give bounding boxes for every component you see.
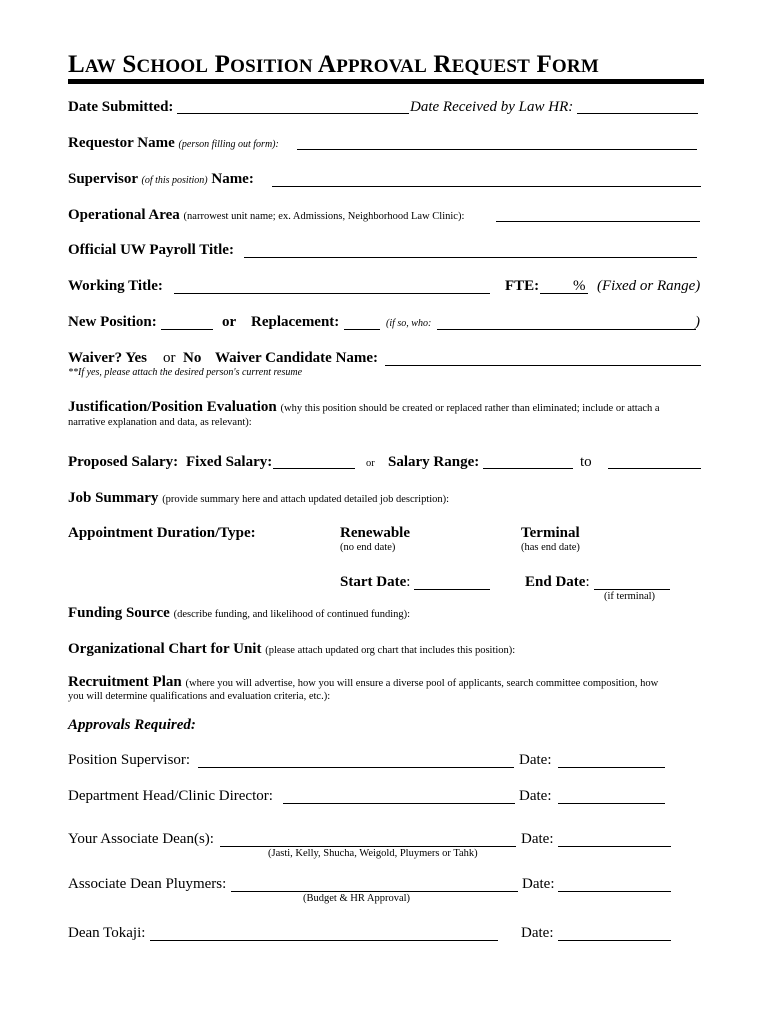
assoc-deans-note: (Jasti, Kelly, Shucha, Weigold, Pluymers or Tahk): [268, 848, 478, 859]
start-date-field[interactable]: [414, 589, 490, 590]
proposed-salary-label: Proposed Salary:: [68, 454, 179, 470]
funding-source-label: Funding Source (describe funding, and likelihood of continued funding):: [68, 605, 411, 621]
recruitment-note: you will determine qualifications and evaluation criteria, etc.):: [68, 691, 331, 702]
waiver-candidate-field[interactable]: [385, 365, 701, 366]
assoc-pluymers-note: (Budget & HR Approval): [303, 893, 411, 904]
terminal-note: (has end date): [521, 542, 580, 553]
date-submitted-field[interactable]: [177, 113, 409, 114]
assoc-pluymers-label: Associate Dean Pluymers:: [68, 876, 227, 892]
dean-signature[interactable]: [150, 940, 498, 941]
date-received-field[interactable]: [577, 113, 698, 114]
assoc-deans-signature[interactable]: [220, 846, 516, 847]
end-date-label: End Date:: [525, 574, 590, 590]
waiver-or: or: [163, 350, 176, 366]
payroll-title-field[interactable]: [244, 257, 697, 258]
assoc-pluymers-date-label: Date:: [522, 876, 555, 892]
start-date-label: Start Date:: [340, 574, 411, 590]
salary-range-label: Salary Range:: [388, 454, 480, 470]
position-supervisor-signature[interactable]: [198, 767, 514, 768]
dean-date-field[interactable]: [558, 940, 671, 941]
operational-area-field[interactable]: [496, 221, 700, 222]
assoc-pluymers-signature[interactable]: [231, 891, 518, 892]
date-submitted-label: Date Submitted:: [68, 99, 174, 115]
terminal-option[interactable]: Terminal: [521, 525, 580, 541]
dept-head-date-field[interactable]: [558, 803, 665, 804]
end-date-note: (if terminal): [604, 591, 656, 602]
replacement-close: ): [695, 314, 700, 330]
fte-percent: %: [573, 278, 586, 294]
end-date-field[interactable]: [594, 589, 670, 590]
justification-label: Justification/Position Evaluation (why this position should be created or replaced rather than eliminated; include or attach a: [68, 399, 660, 415]
position-supervisor-date-field[interactable]: [558, 767, 665, 768]
payroll-title-label: Official UW Payroll Title:: [68, 242, 234, 258]
assoc-deans-date-field[interactable]: [558, 846, 671, 847]
position-supervisor-label: Position Supervisor:: [68, 752, 191, 768]
dept-head-label: Department Head/Clinic Director:: [68, 788, 273, 804]
salary-range-max-field[interactable]: [608, 468, 701, 469]
assoc-deans-label: Your Associate Dean(s):: [68, 831, 214, 847]
appointment-label: Appointment Duration/Type:: [68, 525, 256, 541]
supervisor-name-label: Supervisor (of this position) Name:: [68, 171, 254, 187]
fixed-salary-label: Fixed Salary:: [186, 454, 273, 470]
salary-range-min-field[interactable]: [483, 468, 573, 469]
dept-head-date-label: Date:: [519, 788, 552, 804]
waiver-note: **If yes, please attach the desired person's current resume: [68, 367, 303, 378]
new-position-label: New Position:: [68, 314, 157, 330]
org-chart-label: Organizational Chart for Unit (please attach updated org chart that includes this position):: [68, 641, 516, 657]
assoc-pluymers-date-field[interactable]: [558, 891, 671, 892]
dean-label: Dean Tokaji:: [68, 925, 146, 941]
waiver-yes-label[interactable]: Waiver? Yes: [68, 350, 148, 366]
form-title: LAW SCHOOL POSITION APPROVAL REQUEST FORM: [68, 51, 599, 78]
dept-head-signature[interactable]: [283, 803, 515, 804]
date-received-label: Date Received by Law HR:: [410, 99, 574, 115]
waiver-no-label[interactable]: No: [183, 350, 202, 366]
requestor-name-label: Requestor Name (person filling out form):: [68, 135, 279, 151]
fte-note: (Fixed or Range): [597, 278, 701, 294]
recruitment-plan-label: Recruitment Plan (where you will advertise, how you will ensure a diverse pool of applicants, search committee composition, how: [68, 674, 659, 690]
replacement-note: (if so, who:: [386, 318, 432, 329]
new-position-field[interactable]: [161, 329, 213, 330]
dean-date-label: Date:: [521, 925, 554, 941]
fte-label: FTE:: [505, 278, 540, 294]
working-title-field[interactable]: [174, 293, 490, 294]
salary-or: or: [366, 458, 375, 469]
requestor-name-field[interactable]: [297, 149, 697, 150]
justification-note: narrative explanation and data, as relevant):: [68, 417, 252, 428]
or-text: or: [222, 314, 237, 330]
approvals-heading: Approvals Required:: [68, 717, 196, 733]
replacement-label: Replacement:: [251, 314, 340, 330]
renewable-note: (no end date): [340, 542, 396, 553]
position-supervisor-date-label: Date:: [519, 752, 552, 768]
supervisor-name-field[interactable]: [272, 186, 701, 187]
waiver-candidate-label: Waiver Candidate Name:: [215, 350, 379, 366]
replacement-who-field[interactable]: [437, 329, 696, 330]
renewable-option[interactable]: Renewable: [340, 525, 410, 541]
job-summary-label: Job Summary (provide summary here and attach updated detailed job description):: [68, 490, 450, 506]
replacement-field[interactable]: [344, 329, 380, 330]
assoc-deans-date-label: Date:: [521, 831, 554, 847]
title-rule: [68, 79, 704, 84]
operational-area-label: Operational Area (narrowest unit name; ex. Admissions, Neighborhood Law Clinic):: [68, 207, 465, 223]
salary-to: to: [580, 454, 592, 470]
working-title-label: Working Title:: [68, 278, 163, 294]
fixed-salary-field[interactable]: [273, 468, 355, 469]
